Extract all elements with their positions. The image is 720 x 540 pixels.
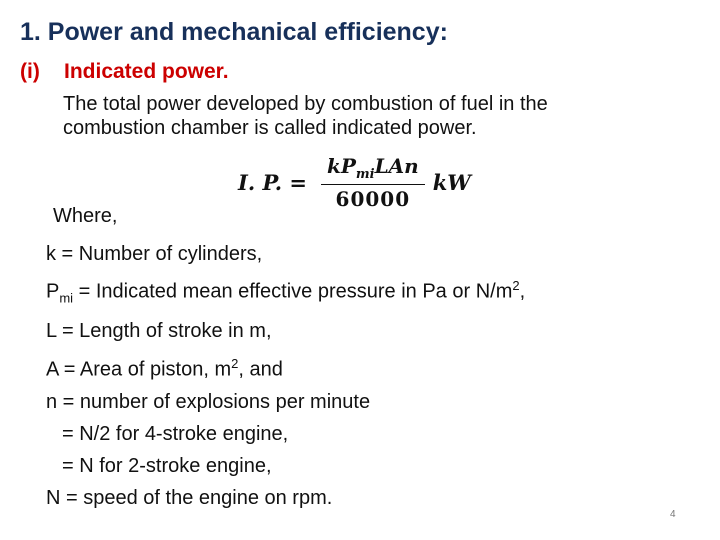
numerator-k-p: kP (326, 153, 356, 178)
subheading (20, 60, 229, 84)
where-label: Where, (53, 205, 118, 227)
numerator-lan: LAn (374, 153, 419, 178)
pmi-end: , (519, 280, 526, 303)
formula-lhs: I. P. = (238, 169, 307, 195)
definition-text (63, 92, 548, 140)
pmi-description: = Indicated mean effective pressure in Pa or N/m (73, 280, 513, 303)
a-description: A = Area of piston, m (46, 358, 232, 381)
a-superscript: 2 (231, 355, 239, 371)
page-number: 4 (670, 509, 676, 520)
definition-line: The total power developed by combustion of fuel in the (63, 93, 548, 115)
numerator-subscript: mi (355, 166, 375, 182)
pmi-subscript: mi (59, 290, 74, 306)
def-n-2stroke: = N for 2-stroke engine, (62, 455, 272, 478)
def-k: k = Number of cylinders, (46, 243, 263, 265)
pmi-symbol: P (46, 280, 60, 303)
variable-definitions (46, 238, 525, 515)
slide-title: 1. Power and mechanical efficiency: (20, 18, 448, 46)
pmi-superscript: 2 (512, 278, 520, 294)
def-l: L = Length of stroke in m, (46, 320, 272, 343)
def-pmi (46, 270, 525, 315)
def-a (46, 348, 525, 386)
formula-numerator (321, 154, 425, 185)
indicated-power-formula (238, 154, 471, 210)
def-n-4stroke: = N/2 for 4-stroke engine, (62, 422, 289, 445)
a-end: , and (238, 358, 283, 381)
formula-unit: kW (432, 169, 471, 195)
subheading-number: (i) (20, 60, 40, 83)
definition-line: combustion chamber is called indicated power. (63, 117, 477, 139)
def-speed: N = speed of the engine on rpm. (46, 487, 333, 510)
subheading-text: Indicated power. (64, 60, 229, 83)
def-n: n = number of explosions per minute (46, 390, 371, 413)
formula-fraction (321, 154, 425, 211)
formula-denominator: 60000 (335, 186, 411, 211)
